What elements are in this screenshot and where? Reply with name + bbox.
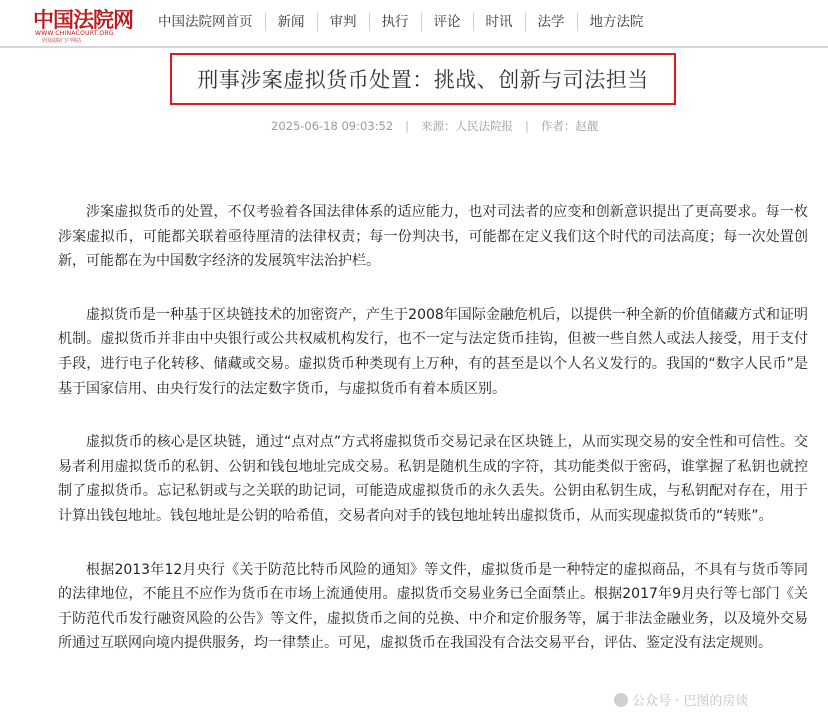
site-logo[interactable] xyxy=(33,4,133,44)
wechat-icon xyxy=(614,693,628,707)
logo-name: 中国法院网 xyxy=(33,7,133,32)
article-paragraph: 根据2013年12月央行《关于防范比特币风险的通知》等文件，虚拟货币是一种特定的虚拟商品，不具有与货币等同的法律地位，不能且不应作为货币在市场上流通使用。虚拟货币交易业务已全面禁止。根据2017年9月央行等七部门《关于防范代币发行融资风险的公告》等文件，虚拟货币之间的兑换、中介和定价服务等，属于非法金融业务，以及境外交易所通过互联网向境内提供服务，均一律禁止。可见，虚拟货币在我国没有合法交易平台，评估、鉴定没有法定规则。 xyxy=(58,561,808,652)
main-nav xyxy=(146,12,656,32)
nav-item-trial[interactable]: 审判 xyxy=(317,13,369,31)
nav-item-news[interactable]: 新闻 xyxy=(265,13,317,31)
article-meta xyxy=(271,118,598,134)
nav-item-law-study[interactable]: 法学 xyxy=(525,13,577,31)
nav-item-local-courts[interactable]: 地方法院 xyxy=(577,13,656,31)
nav-item-briefs[interactable]: 时讯 xyxy=(473,13,525,31)
article-paragraph: 虚拟货币的核心是区块链，通过“点对点”方式将虚拟货币交易记录在区块链上，从而实现交易的安全性和可信性。交易者利用虚拟货币的私钥、公钥和钱包地址完成交易。私钥是随机生成的字符，其功能类似于密码，谁掌握了私钥也就控制了虚拟货币。忘记私钥或与之关联的助记词，可能造成虚拟货币的永久丢失。公钥由私钥生成，与私钥配对存在，用于计算出钱包地址。钱包地址是公钥的哈希值，交易者向对手的钱包地址转出虚拟货币，从而实现虚拟货币的“转账”。 xyxy=(58,434,808,524)
nav-item-home[interactable]: 中国法院网首页 xyxy=(158,14,253,30)
article-title: 刑事涉案虚拟货币处置：挑战、创新与司法担当 xyxy=(197,68,649,92)
article-datetime: 2025-06-18 09:03:52 xyxy=(271,119,394,133)
article-body xyxy=(58,200,808,685)
site-header xyxy=(0,0,828,48)
watermark-text: 公众号 · 巴图的房谈 xyxy=(632,694,749,709)
article-title-box xyxy=(170,53,676,105)
nav-item-comment[interactable]: 评论 xyxy=(421,13,473,31)
watermark xyxy=(614,690,748,709)
article-author: 作者：赵靓 xyxy=(540,119,599,133)
nav-item-execution[interactable]: 执行 xyxy=(369,13,421,31)
article-paragraph: 涉案虚拟货币的处置，不仅考验着各国法律体系的适应能力，也对司法者的应变和创新意识提出了更高要求。每一枚涉案虚拟币，可能都关联着亟待厘清的法律权责；每一份判决书，可能都在定义我们这个时代的司法高度；每一次处置创新，可能都在为中国数字经济的发展筑牢法治护栏。 xyxy=(58,204,808,270)
logo-tagline: 全国法院门户网站 xyxy=(41,38,82,44)
logo-domain: WWW.CHINACOURT.ORG xyxy=(35,30,114,37)
article-source: 来源：人民法院报 xyxy=(421,119,514,133)
meta-divider: | xyxy=(525,119,529,133)
meta-divider: | xyxy=(405,119,410,133)
article-paragraph: 虚拟货币是一种基于区块链技术的加密资产，产生于2008年国际金融危机后，以提供一种全新的价值储藏方式和证明机制。虚拟货币并非由中央银行或公共权威机构发行，也不一定与法定货币挂钩，但被一些自然人或法人接受，用于支付手段，进行电子化转移、储藏或交易。虚拟货币种类现有上万种，有的甚至是以个人名义发行的。我国的“数字人民币”是基于国家信用、由央行发行的法定数字货币，与虚拟货币有着本质区别。 xyxy=(58,306,808,397)
